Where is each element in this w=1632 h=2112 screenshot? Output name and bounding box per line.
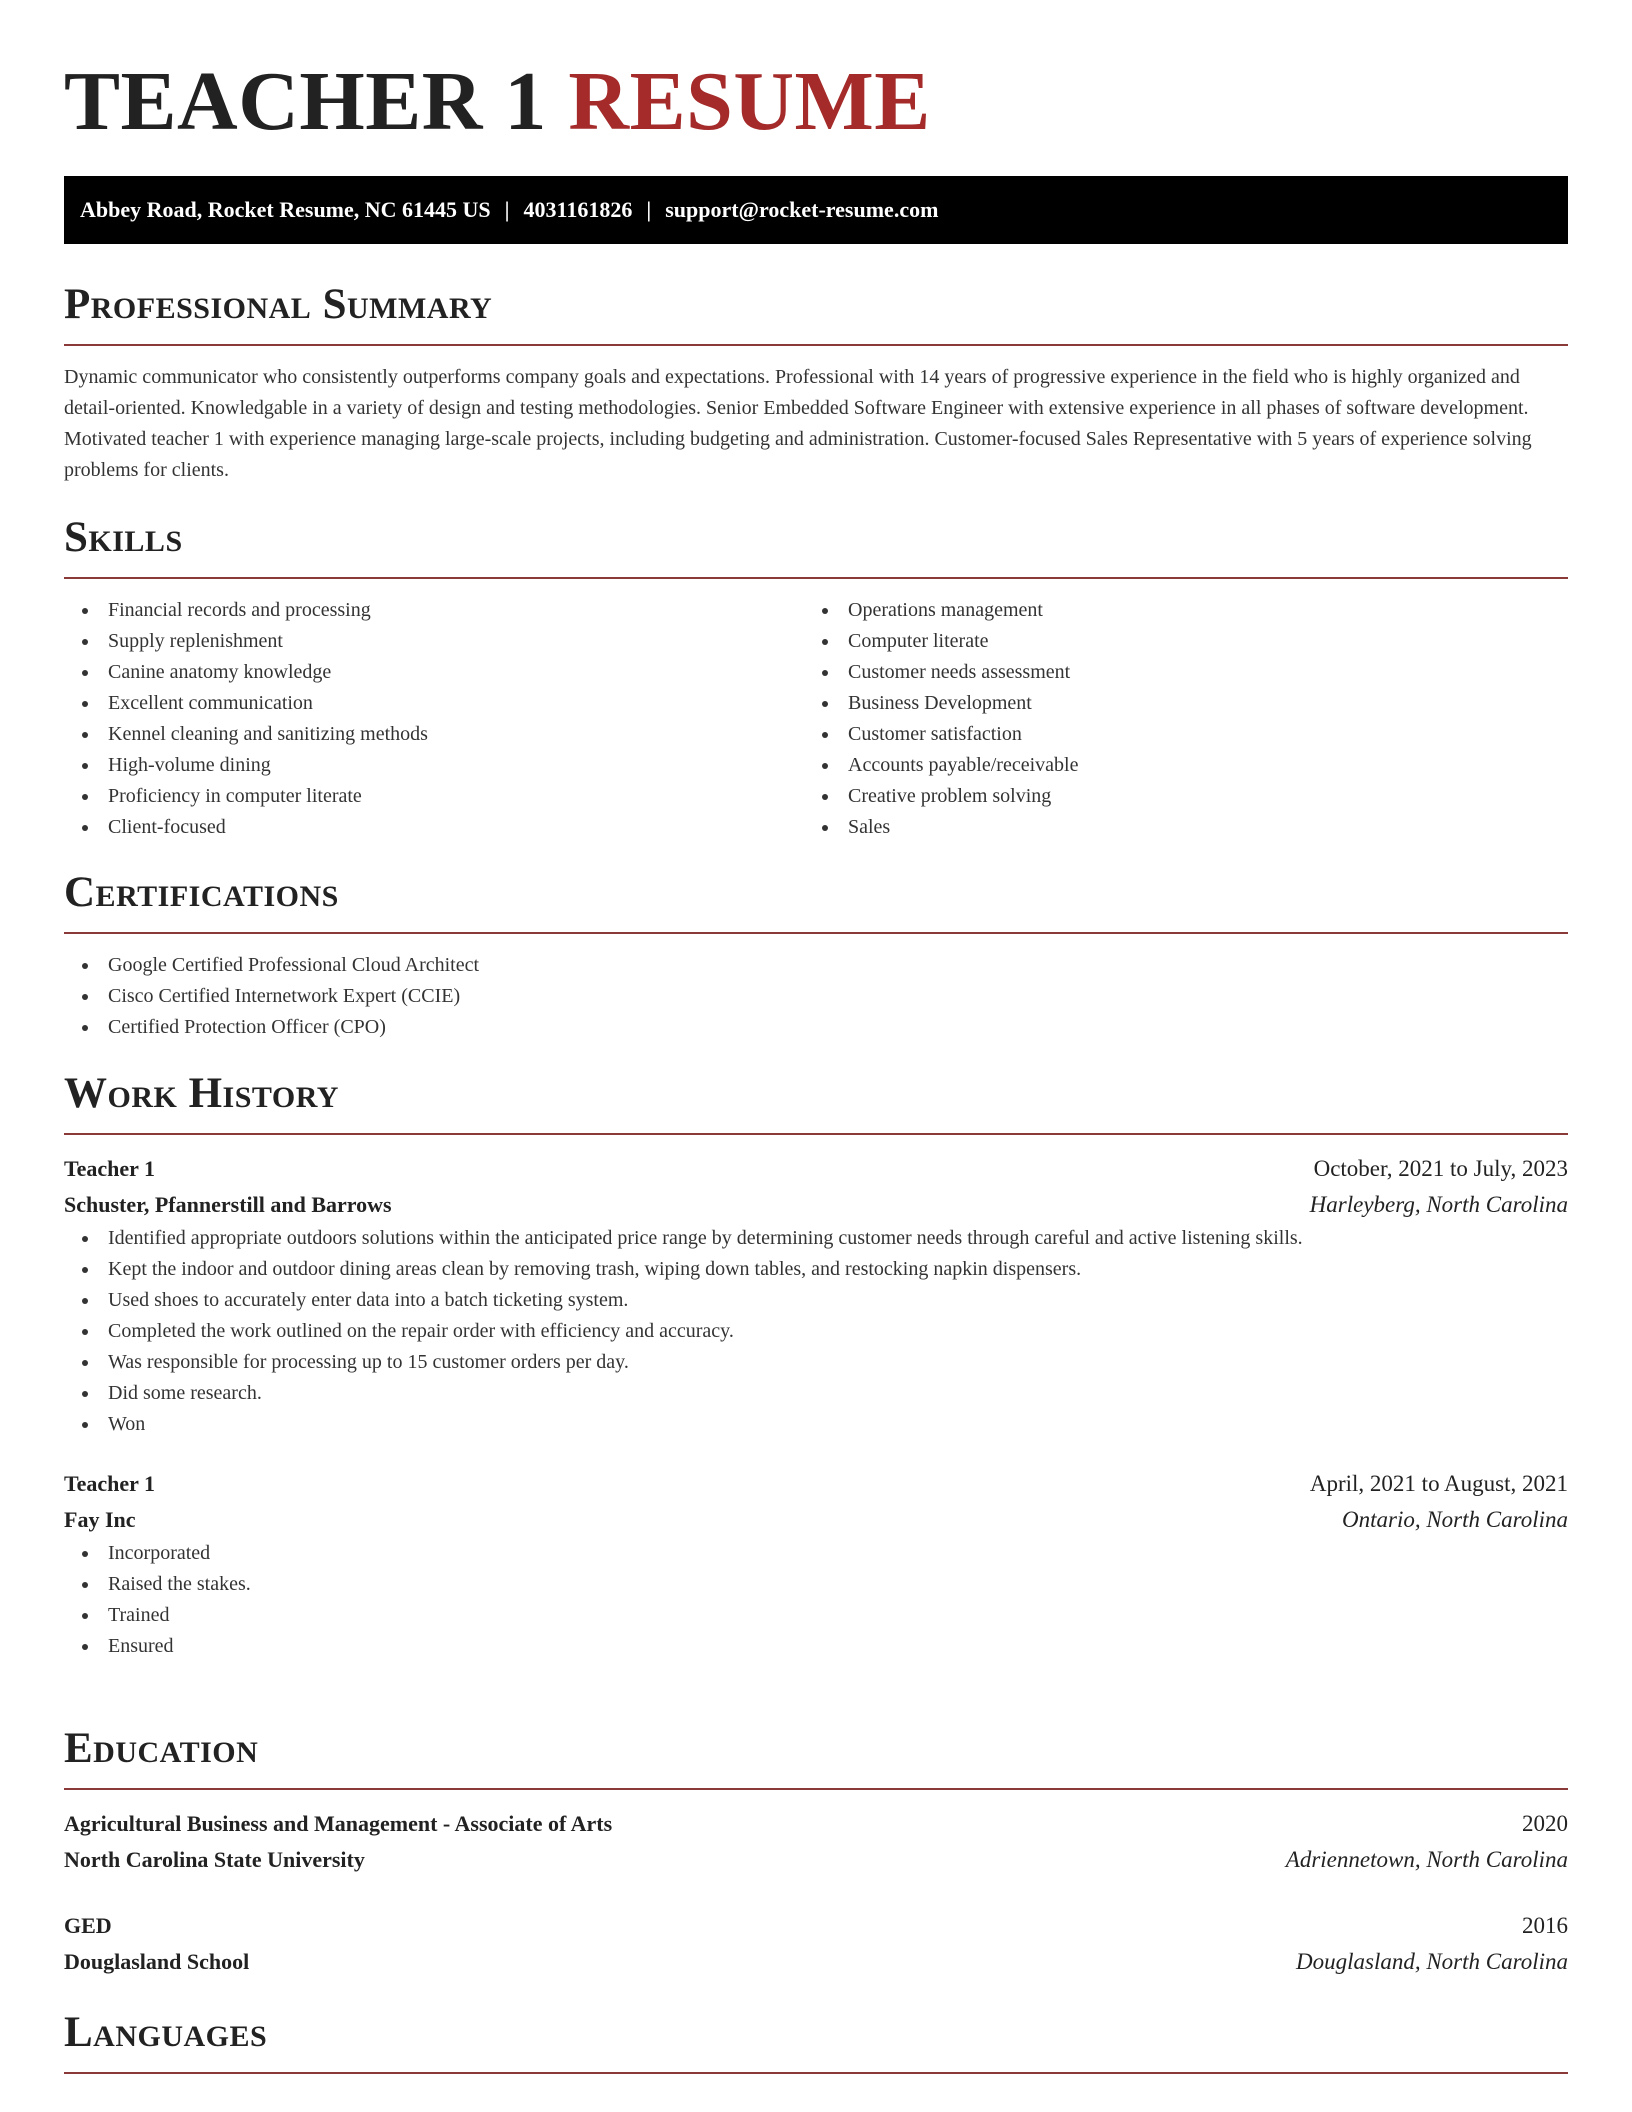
job-bullet: Incorporated: [64, 1538, 1568, 1569]
section-divider: [64, 1133, 1568, 1135]
education-entry: [64, 1908, 1568, 1980]
education-school: Douglasland School: [64, 1949, 250, 1974]
skills-heading: Skills: [64, 514, 183, 561]
skill-item: Financial records and processing: [64, 595, 804, 626]
work-history-section: [64, 1067, 1568, 1662]
job-bullet: Ensured: [64, 1631, 1568, 1662]
section-divider: [64, 932, 1568, 934]
languages-section: [64, 2006, 1568, 2074]
languages-heading: Languages: [64, 2009, 268, 2056]
job-location: Harleyberg, North Carolina: [1309, 1192, 1568, 1217]
education-school: North Carolina State University: [64, 1847, 365, 1872]
job-bullets: [64, 1223, 1568, 1440]
job-bullets: [64, 1538, 1568, 1662]
skill-item: Supply replenishment: [64, 626, 804, 657]
education-section: [64, 1722, 1568, 1980]
certification-item: Certified Protection Officer (CPO): [64, 1012, 1568, 1043]
contact-separator: |: [504, 197, 510, 222]
section-divider: [64, 577, 1568, 579]
education-entry: [64, 1806, 1568, 1878]
title-main: TEACHER 1: [64, 55, 547, 148]
job-bullet: Trained: [64, 1600, 1568, 1631]
education-degree: GED: [64, 1913, 112, 1938]
skill-item: Business Development: [804, 688, 1544, 719]
job-company: Schuster, Pfannerstill and Barrows: [64, 1192, 392, 1217]
skill-item: High-volume dining: [64, 750, 804, 781]
skill-item: Customer needs assessment: [804, 657, 1544, 688]
skill-item: Sales: [804, 812, 1544, 843]
job-bullet: Used shoes to accurately enter data into a batch ticketing system.: [64, 1285, 1568, 1316]
job-company-row: [64, 1187, 1568, 1223]
job-title: Teacher 1: [64, 1471, 156, 1496]
certification-item: Cisco Certified Internetwork Expert (CCIE): [64, 981, 1568, 1012]
skill-item: Creative problem solving: [804, 781, 1544, 812]
contact-bar: [64, 176, 1568, 244]
education-degree: Agricultural Business and Management - Associate of Arts: [64, 1811, 613, 1836]
job-header-row: [64, 1151, 1568, 1187]
skill-item: Canine anatomy knowledge: [64, 657, 804, 688]
summary-section: [64, 278, 1568, 486]
job-dates: October, 2021 to July, 2023: [1313, 1156, 1568, 1181]
job-dates: April, 2021 to August, 2021: [1309, 1471, 1568, 1496]
contact-separator: |: [646, 197, 652, 222]
certification-item: Google Certified Professional Cloud Architect: [64, 950, 1568, 981]
job-bullet: Did some research.: [64, 1378, 1568, 1409]
contact-address: Abbey Road, Rocket Resume, NC 61445 US: [80, 197, 491, 222]
contact-email: support@rocket-resume.com: [665, 197, 939, 222]
skill-item: Customer satisfaction: [804, 719, 1544, 750]
skill-item: Accounts payable/receivable: [804, 750, 1544, 781]
skills-list-left: [64, 595, 804, 843]
skills-grid: [64, 595, 1568, 843]
certifications-heading: Certifications: [64, 869, 339, 916]
job-title: Teacher 1: [64, 1156, 156, 1181]
job-header-row: [64, 1466, 1568, 1502]
job-bullet: Identified appropriate outdoors solutions within the anticipated price range by determining customer needs through careful and active listening skills.: [64, 1223, 1568, 1254]
job-bullet: Kept the indoor and outdoor dining areas clean by removing trash, wiping down tables, and restocking napkin dispensers.: [64, 1254, 1568, 1285]
skill-item: Computer literate: [804, 626, 1544, 657]
education-location: Douglasland, North Carolina: [1296, 1949, 1568, 1974]
job-bullet: Won: [64, 1409, 1568, 1440]
job-bullet: Was responsible for processing up to 15 customer orders per day.: [64, 1347, 1568, 1378]
skill-item: Excellent communication: [64, 688, 804, 719]
skill-item: Kennel cleaning and sanitizing methods: [64, 719, 804, 750]
education-year: 2016: [1522, 1913, 1568, 1938]
section-divider: [64, 344, 1568, 346]
certifications-list: [64, 950, 1568, 1043]
skill-item: Proficiency in computer literate: [64, 781, 804, 812]
summary-heading: Professional Summary: [64, 281, 493, 328]
work-history-heading: Work History: [64, 1070, 339, 1117]
job-entry: [64, 1466, 1568, 1662]
skills-list-right: [804, 595, 1544, 843]
education-heading: Education: [64, 1725, 259, 1772]
job-company: Fay Inc: [64, 1507, 136, 1532]
education-school-row: [64, 1944, 1568, 1980]
section-divider: [64, 1788, 1568, 1790]
certifications-section: [64, 866, 1568, 1043]
job-location: Ontario, North Carolina: [1342, 1507, 1568, 1532]
summary-text: Dynamic communicator who consistently outperforms company goals and expectations. Professional with 14 years of progressive experience in the field who is highly organized and detail-oriented. Knowledgable in a variety of design and testing methodologies. Senior Embedded Software Engineer with extensive experience in all phases of software development. Motivated teacher 1 with experience managing large-scale projects, including budgeting and administration. Customer-focused Sales Representative with 5 years of experience solving problems for clients.: [64, 366, 1532, 481]
contact-phone: 4031161826: [523, 197, 633, 222]
section-divider: [64, 2072, 1568, 2074]
education-degree-row: [64, 1806, 1568, 1842]
skill-item: Client-focused: [64, 812, 804, 843]
skill-item: Operations management: [804, 595, 1544, 626]
job-company-row: [64, 1502, 1568, 1538]
resume-title: [64, 0, 1568, 148]
job-entry: [64, 1151, 1568, 1440]
education-degree-row: [64, 1908, 1568, 1944]
education-year: 2020: [1522, 1811, 1568, 1836]
education-location: Adriennetown, North Carolina: [1285, 1847, 1568, 1872]
job-bullet: Raised the stakes.: [64, 1569, 1568, 1600]
education-school-row: [64, 1842, 1568, 1878]
title-accent: RESUME: [568, 55, 931, 148]
skills-section: [64, 511, 1568, 843]
job-bullet: Completed the work outlined on the repair order with efficiency and accuracy.: [64, 1316, 1568, 1347]
